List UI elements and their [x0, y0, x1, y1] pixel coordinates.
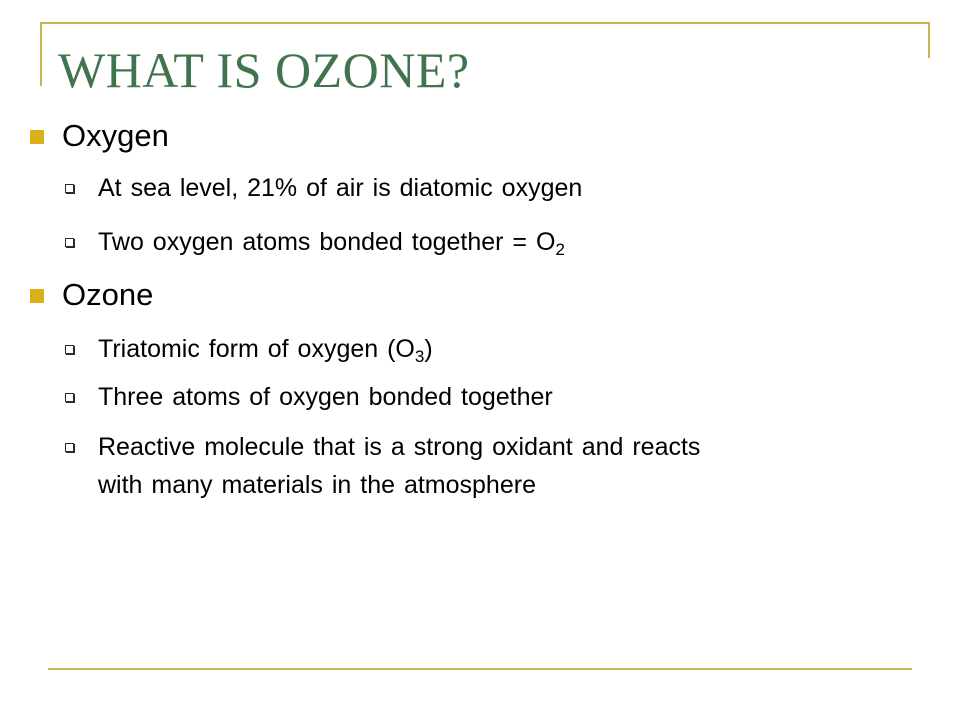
list-item	[98, 333, 433, 365]
list-item: Three atoms of oxygen bonded together	[98, 383, 553, 411]
list-item-line-1: Reactive molecule that is a strong oxidant and reacts	[98, 433, 701, 461]
list-item-line-2: with many materials in the atmosphere	[98, 471, 536, 499]
hollow-square-bullet-icon	[65, 345, 74, 354]
subscript: 3	[414, 347, 425, 366]
hollow-square-bullet-icon	[65, 393, 74, 402]
square-bullet-icon	[30, 289, 44, 303]
square-bullet-icon	[30, 130, 44, 144]
hollow-square-bullet-icon	[65, 443, 74, 452]
section-heading-ozone: Ozone	[62, 277, 154, 312]
hollow-square-bullet-icon	[65, 184, 74, 193]
section-heading-oxygen: Oxygen	[62, 118, 169, 153]
list-item: At sea level, 21% of air is diatomic oxygen	[98, 174, 583, 202]
list-item	[98, 226, 565, 258]
list-item-text-after: )	[424, 335, 433, 363]
list-item-text: Two oxygen atoms bonded together = O	[98, 228, 556, 256]
hollow-square-bullet-icon	[65, 238, 74, 247]
list-item-text: Triatomic form of oxygen (O	[98, 335, 415, 363]
subscript: 2	[555, 240, 565, 259]
slide-title: WHAT IS OZONE?	[58, 42, 470, 98]
